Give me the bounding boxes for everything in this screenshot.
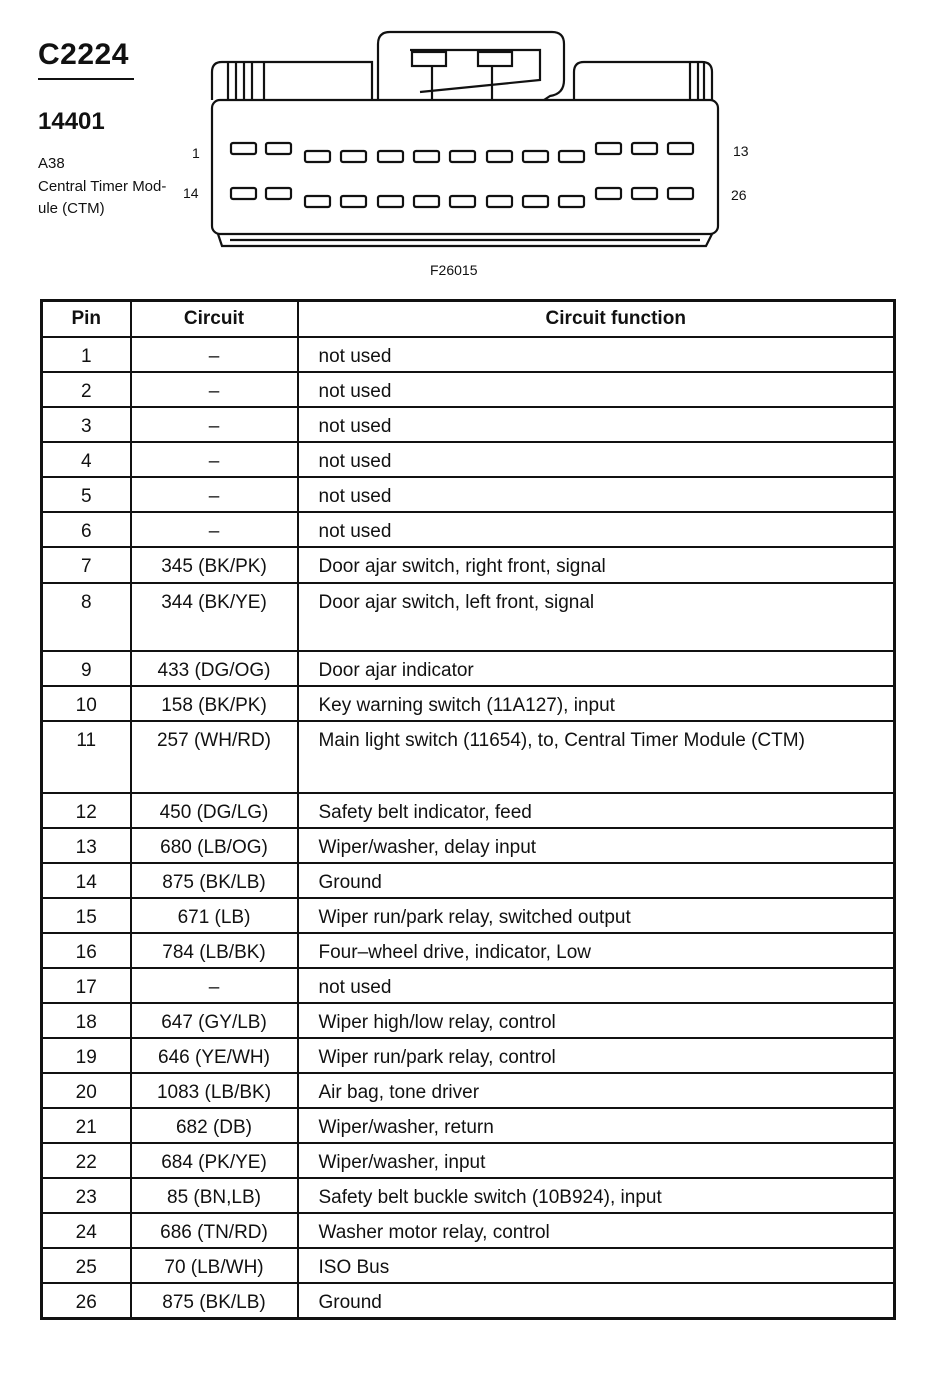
module-name-line1: Central Timer Mod- (38, 178, 167, 195)
pin-cell: 26 (42, 1283, 131, 1318)
part-number: 14401 (38, 108, 105, 135)
circuit-cell: 257 (WH/RD) (131, 721, 298, 793)
function-cell: Wiper/washer, delay input (298, 828, 895, 863)
table-body (42, 337, 895, 1318)
circuit-cell: – (131, 968, 298, 1003)
pin-cell: 8 (42, 583, 131, 651)
table-row (42, 651, 895, 686)
pin-cell: 25 (42, 1248, 131, 1283)
cavity-26 (668, 188, 693, 199)
table-row (42, 1073, 895, 1108)
cavity-10 (559, 151, 584, 162)
cavity-4 (341, 151, 366, 162)
pin-label-13: 13 (733, 143, 749, 159)
pin-cell: 13 (42, 828, 131, 863)
circuit-cell: – (131, 477, 298, 512)
circuit-cell: 1083 (LB/BK) (131, 1073, 298, 1108)
cavity-13 (668, 143, 693, 154)
cavity-9 (523, 151, 548, 162)
pin-cell: 6 (42, 512, 131, 547)
table-row (42, 512, 895, 547)
cavity-18 (378, 196, 403, 207)
circuit-cell: 433 (DG/OG) (131, 651, 298, 686)
cavity-21 (487, 196, 512, 207)
table-row (42, 828, 895, 863)
pin-cell: 18 (42, 1003, 131, 1038)
function-cell: not used (298, 337, 895, 372)
connector-face-diagram (0, 0, 928, 290)
cavity-15 (266, 188, 291, 199)
table-row (42, 583, 895, 651)
pin-label-1: 1 (192, 145, 200, 161)
pin-cell: 2 (42, 372, 131, 407)
cavity-6 (414, 151, 439, 162)
pin-cell: 17 (42, 968, 131, 1003)
cavity-20 (450, 196, 475, 207)
module-code: A38 (38, 155, 65, 172)
function-cell: ISO Bus (298, 1248, 895, 1283)
table-row (42, 1003, 895, 1038)
function-cell: Ground (298, 1283, 895, 1318)
pin-cell: 14 (42, 863, 131, 898)
table-row (42, 898, 895, 933)
connector-body (212, 100, 718, 234)
table-row (42, 442, 895, 477)
table-row (42, 1178, 895, 1213)
circuit-cell: 671 (LB) (131, 898, 298, 933)
pin-cavities (231, 143, 693, 207)
circuit-cell: 682 (DB) (131, 1108, 298, 1143)
function-cell: Key warning switch (11A127), input (298, 686, 895, 721)
circuit-cell: – (131, 337, 298, 372)
pin-label-26: 26 (731, 187, 747, 203)
pin-cell: 3 (42, 407, 131, 442)
table-row (42, 1143, 895, 1178)
circuit-cell: 344 (BK/YE) (131, 583, 298, 651)
pin-cell: 24 (42, 1213, 131, 1248)
cavity-11 (596, 143, 621, 154)
pin-cell: 15 (42, 898, 131, 933)
cavity-14 (231, 188, 256, 199)
cavity-7 (450, 151, 475, 162)
pin-cell: 7 (42, 547, 131, 583)
table-row (42, 721, 895, 793)
module-name-line2: ule (CTM) (38, 200, 105, 217)
table-row (42, 477, 895, 512)
circuit-cell: 450 (DG/LG) (131, 793, 298, 828)
cavity-16 (305, 196, 330, 207)
pin-cell: 12 (42, 793, 131, 828)
table-row (42, 407, 895, 442)
function-cell: not used (298, 442, 895, 477)
table-row (42, 968, 895, 1003)
circuit-cell: 85 (BN,LB) (131, 1178, 298, 1213)
circuit-cell: – (131, 512, 298, 547)
circuit-cell: 158 (BK/PK) (131, 686, 298, 721)
table-row (42, 863, 895, 898)
table-row (42, 1248, 895, 1283)
cavity-5 (378, 151, 403, 162)
cavity-8 (487, 151, 512, 162)
pin-cell: 9 (42, 651, 131, 686)
circuit-cell: – (131, 372, 298, 407)
circuit-cell: 646 (YE/WH) (131, 1038, 298, 1073)
circuit-cell: – (131, 442, 298, 477)
circuit-cell: 680 (LB/OG) (131, 828, 298, 863)
cavity-25 (632, 188, 657, 199)
function-cell: not used (298, 512, 895, 547)
column-header-circuit: Circuit (131, 301, 298, 338)
pin-cell: 10 (42, 686, 131, 721)
cavity-22 (523, 196, 548, 207)
function-cell: Door ajar indicator (298, 651, 895, 686)
function-cell: Door ajar switch, left front, signal (298, 583, 895, 651)
pinout-table (40, 299, 896, 1320)
function-cell: Safety belt indicator, feed (298, 793, 895, 828)
circuit-cell: 686 (TN/RD) (131, 1213, 298, 1248)
table-row (42, 933, 895, 968)
pin-cell: 19 (42, 1038, 131, 1073)
table-row (42, 1038, 895, 1073)
cavity-3 (305, 151, 330, 162)
pin-cell: 22 (42, 1143, 131, 1178)
pin-cell: 16 (42, 933, 131, 968)
locking-latch (378, 32, 564, 100)
pin-cell: 20 (42, 1073, 131, 1108)
circuit-cell: 875 (BK/LB) (131, 1283, 298, 1318)
function-cell: Air bag, tone driver (298, 1073, 895, 1108)
function-cell: not used (298, 968, 895, 1003)
pin-label-14: 14 (183, 185, 199, 201)
table-header-row (42, 301, 895, 338)
table-row (42, 547, 895, 583)
cavity-24 (596, 188, 621, 199)
table-row (42, 1108, 895, 1143)
pin-cell: 5 (42, 477, 131, 512)
circuit-cell: 684 (PK/YE) (131, 1143, 298, 1178)
connector-id: C2224 (38, 38, 129, 71)
function-cell: Washer motor relay, control (298, 1213, 895, 1248)
function-cell: Four–wheel drive, indicator, Low (298, 933, 895, 968)
function-cell: Wiper run/park relay, control (298, 1038, 895, 1073)
circuit-cell: 70 (LB/WH) (131, 1248, 298, 1283)
column-header-function: Circuit function (298, 301, 895, 338)
pin-cell: 4 (42, 442, 131, 477)
cavity-17 (341, 196, 366, 207)
table-row (42, 686, 895, 721)
table-row (42, 372, 895, 407)
table-row (42, 1213, 895, 1248)
function-cell: not used (298, 372, 895, 407)
table-row (42, 337, 895, 372)
column-header-pin: Pin (42, 301, 131, 338)
cavity-2 (266, 143, 291, 154)
cavity-23 (559, 196, 584, 207)
circuit-cell: – (131, 407, 298, 442)
cavity-12 (632, 143, 657, 154)
pin-cell: 21 (42, 1108, 131, 1143)
pin-cell: 11 (42, 721, 131, 793)
circuit-cell: 875 (BK/LB) (131, 863, 298, 898)
table-row (42, 793, 895, 828)
cavity-19 (414, 196, 439, 207)
pin-cell: 1 (42, 337, 131, 372)
function-cell: Wiper run/park relay, switched output (298, 898, 895, 933)
table-row (42, 1283, 895, 1318)
function-cell: Main light switch (11654), to, Central Timer Module (CTM) (298, 721, 895, 793)
function-cell: Wiper/washer, return (298, 1108, 895, 1143)
pin-cell: 23 (42, 1178, 131, 1213)
circuit-cell: 647 (GY/LB) (131, 1003, 298, 1038)
circuit-cell: 345 (BK/PK) (131, 547, 298, 583)
function-cell: not used (298, 477, 895, 512)
function-cell: Safety belt buckle switch (10B924), input (298, 1178, 895, 1213)
function-cell: not used (298, 407, 895, 442)
function-cell: Ground (298, 863, 895, 898)
function-cell: Wiper/washer, input (298, 1143, 895, 1178)
cavity-1 (231, 143, 256, 154)
circuit-cell: 784 (LB/BK) (131, 933, 298, 968)
function-cell: Door ajar switch, right front, signal (298, 547, 895, 583)
function-cell: Wiper high/low relay, control (298, 1003, 895, 1038)
figure-code: F26015 (430, 262, 478, 278)
